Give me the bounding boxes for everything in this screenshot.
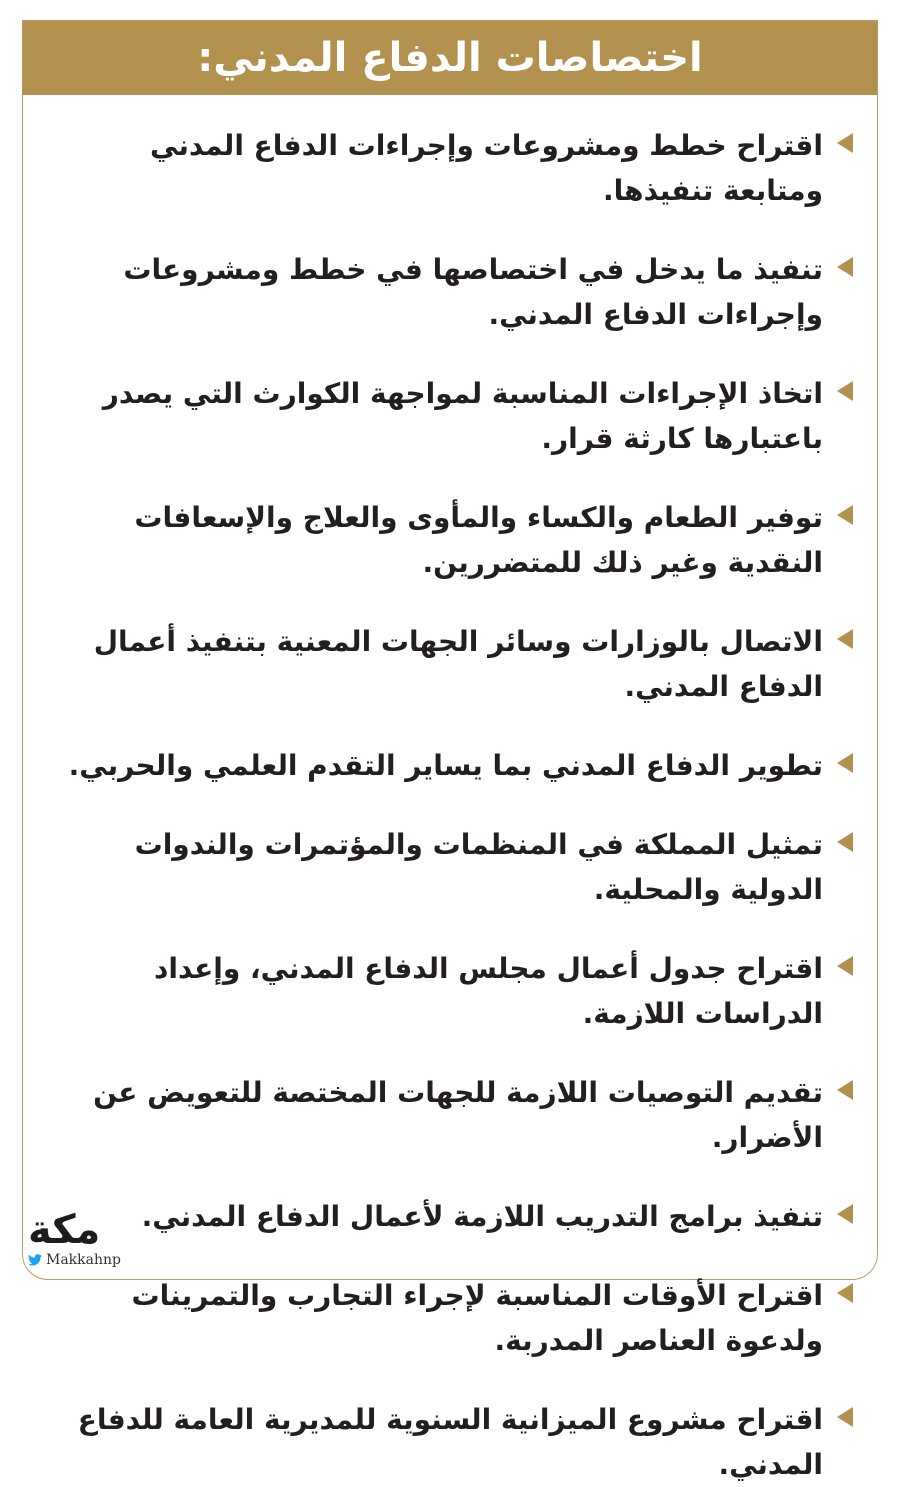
list-item xyxy=(23,1070,877,1160)
list-item-text: توفير الطعام والكساء والمأوى والعلاج والإسعافات النقدية وغير ذلك للمتضررين. xyxy=(134,501,823,579)
list-item-text: اقتراح خطط ومشروعات وإجراءات الدفاع المدني ومتابعة تنفيذها. xyxy=(150,129,823,207)
triangle-bullet-icon xyxy=(837,832,853,852)
triangle-bullet-icon xyxy=(837,133,853,153)
infographic-card xyxy=(22,20,878,1481)
twitter-bird-icon xyxy=(28,1254,42,1266)
list-item xyxy=(23,1397,877,1487)
triangle-bullet-icon xyxy=(837,1407,853,1427)
triangle-bullet-icon xyxy=(837,257,853,277)
list-item-text: تنفيذ ما يدخل في اختصاصها في خطط ومشروعات وإجراءات الدفاع المدني. xyxy=(123,253,823,331)
triangle-bullet-icon xyxy=(837,1204,853,1224)
list-item xyxy=(23,946,877,1036)
triangle-bullet-icon xyxy=(837,505,853,525)
logo-wordmark: مكة xyxy=(28,1207,101,1253)
makkah-logo xyxy=(28,1207,121,1268)
list-item xyxy=(23,822,877,912)
list-item-text: تمثيل المملكة في المنظمات والمؤتمرات والندوات الدولية والمحلية. xyxy=(134,828,823,906)
list-item-text: اقتراح جدول أعمال مجلس الدفاع المدني، وإعداد الدراسات اللازمة. xyxy=(154,952,823,1030)
list-item xyxy=(23,743,877,788)
list-item-text: اتخاذ الإجراءات المناسبة لمواجهة الكوارث التي يصدر باعتبارها كارثة قرار. xyxy=(102,377,823,455)
triangle-bullet-icon xyxy=(837,1080,853,1100)
list-item xyxy=(23,619,877,709)
list-item-text: تقديم التوصيات اللازمة للجهات المختصة للتعويض عن الأضرار. xyxy=(93,1076,823,1154)
list-item xyxy=(23,123,877,213)
list-item-text: تنفيذ برامج التدريب اللازمة لأعمال الدفاع المدني. xyxy=(141,1200,823,1233)
triangle-bullet-icon xyxy=(837,1283,853,1303)
list-item xyxy=(23,495,877,585)
list-item xyxy=(23,1273,877,1363)
page-title: اختصاصات الدفاع المدني: xyxy=(197,35,703,81)
twitter-handle xyxy=(28,1252,121,1268)
list-item xyxy=(23,1194,877,1239)
triangle-bullet-icon xyxy=(837,753,853,773)
triangle-bullet-icon xyxy=(837,381,853,401)
list-item-text: تطوير الدفاع المدني بما يساير التقدم العلمي والحربي. xyxy=(68,749,823,782)
twitter-handle-text: Makkahnp xyxy=(46,1252,121,1268)
list-item-text: اقتراح الأوقات المناسبة لإجراء التجارب والتمرينات ولدعوة العناصر المدربة. xyxy=(131,1279,823,1357)
list-item xyxy=(23,371,877,461)
title-banner xyxy=(23,21,877,95)
triangle-bullet-icon xyxy=(837,956,853,976)
list-item-text: الاتصال بالوزارات وسائر الجهات المعنية بتنفيذ أعمال الدفاع المدني. xyxy=(93,625,823,703)
triangle-bullet-icon xyxy=(837,629,853,649)
list-item-text: اقتراح مشروع الميزانية السنوية للمديرية العامة للدفاع المدني. xyxy=(77,1403,823,1481)
duties-list xyxy=(23,95,877,1487)
list-item xyxy=(23,247,877,337)
